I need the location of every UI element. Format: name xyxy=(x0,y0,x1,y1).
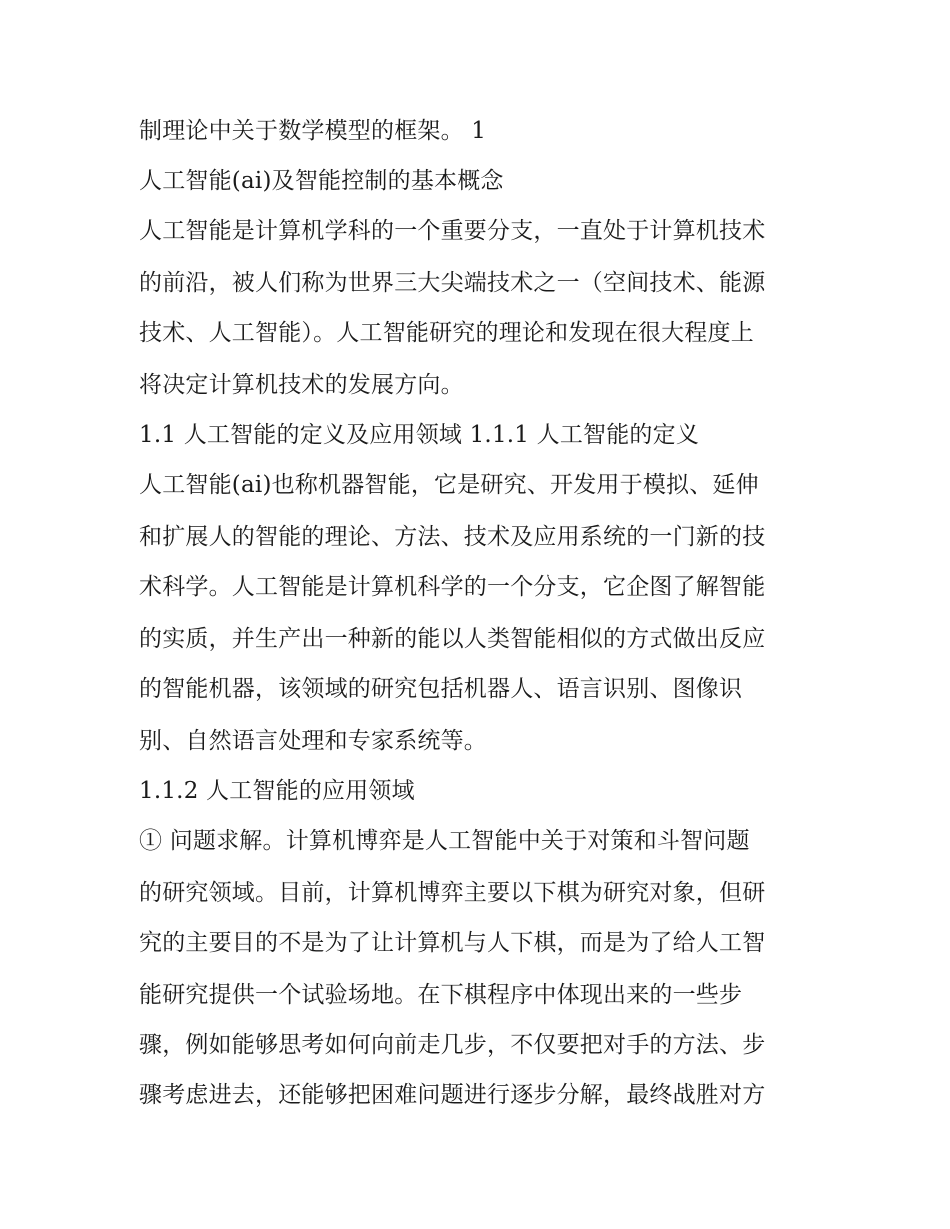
text-line: 制理论中关于数学模型的框架。 1 xyxy=(139,118,487,144)
text-line: 骤，例如能够思考如何向前走几步，不仅要把对手的方法、步 xyxy=(139,1032,766,1058)
text-line: 的实质，并生产出一种新的能以人类智能相似的方式做出反应 xyxy=(139,626,766,652)
text-line: 技术、人工智能）。人工智能研究的理论和发现在很大程度上 xyxy=(139,320,754,346)
text-line: 术科学。人工智能是计算机科学的一个分支，它企图了解智能 xyxy=(139,574,766,600)
text-line: 的智能机器，该领域的研究包括机器人、语言识别、图像识 xyxy=(139,676,743,702)
text-line: 将决定计算机技术的发展方向。 xyxy=(139,372,464,398)
text-line: 和扩展人的智能的理论、方法、技术及应用系统的一门新的技 xyxy=(139,524,766,550)
section-heading: 1.1 人工智能的定义及应用领域 1.1.1 人工智能的定义 xyxy=(139,422,700,448)
text-line: 骤考虑进去，还能够把困难问题进行逐步分解，最终战胜对方 xyxy=(139,1082,766,1108)
text-line: 别、自然语言处理和专家系统等。 xyxy=(139,728,487,754)
text-line: 的研究领域。目前，计算机博弈主要以下棋为研究对象，但研 xyxy=(139,880,766,906)
text-line: 究的主要目的不是为了让计算机与人下棋，而是为了给人工智 xyxy=(139,930,766,956)
text-line: 能研究提供一个试验场地。在下棋程序中体现出来的一些步 xyxy=(139,982,743,1008)
section-heading: 1.1.2 人工智能的应用领域 xyxy=(139,778,415,804)
text-line: 的前沿，被人们称为世界三大尖端技术之一（空间技术、能源 xyxy=(139,270,766,296)
text-line: 人工智能是计算机学科的一个重要分支，一直处于计算机技术 xyxy=(139,218,766,244)
section-heading: 人工智能(ai)及智能控制的基本概念 xyxy=(139,168,504,194)
text-line: ① 问题求解。计算机博弈是人工智能中关于对策和斗智问题 xyxy=(139,828,750,854)
text-line: 人工智能(ai)也称机器智能，它是研究、开发用于模拟、延伸 xyxy=(139,472,759,498)
